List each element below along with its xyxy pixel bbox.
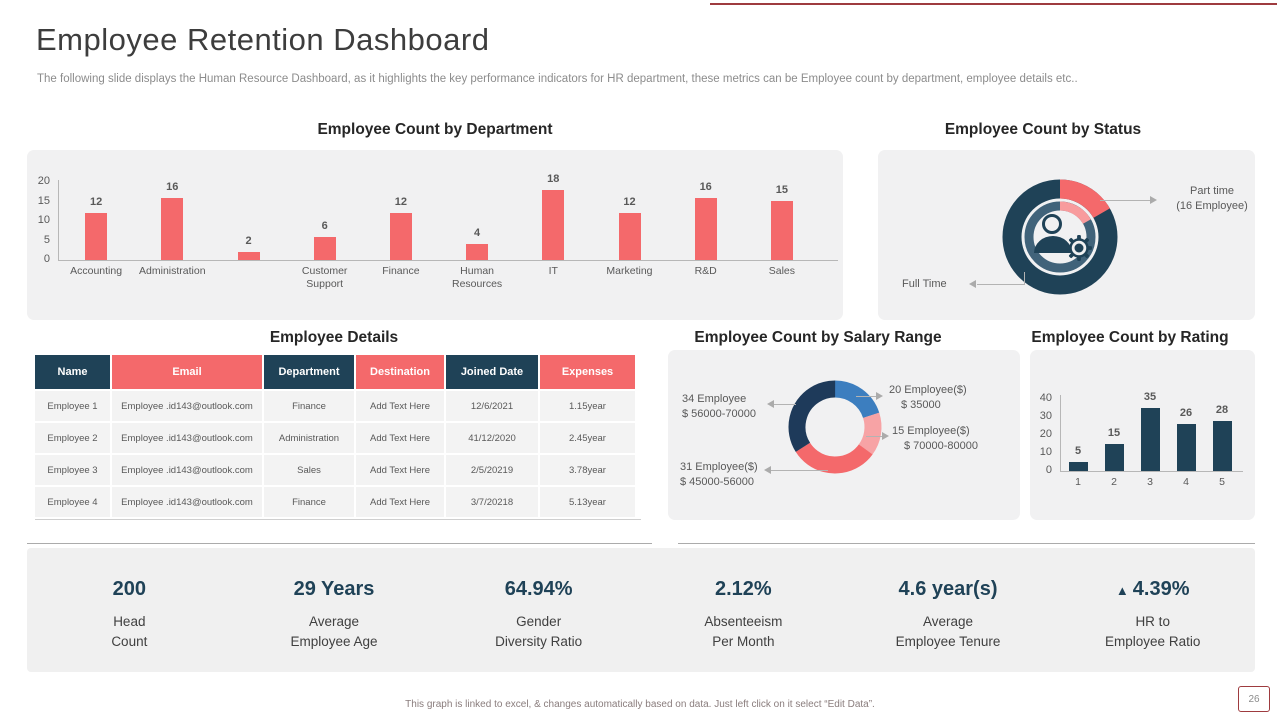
table-cell: Employee 4 [35, 487, 110, 517]
table-header-cell: Name [35, 355, 110, 389]
table-cell: Employee .id143@outlook.com [112, 391, 262, 421]
table-header-row [35, 355, 641, 389]
kpi-label-line1: Head [113, 614, 146, 629]
bar [85, 213, 107, 260]
table-cell: 2/5/20219 [446, 455, 538, 485]
y-axis-tick-label: 10 [37, 214, 50, 226]
salary-34-callout-line [774, 404, 796, 405]
bar-value-label: 18 [547, 173, 560, 185]
bar [1141, 408, 1160, 471]
salary-15-arrow-icon [882, 432, 889, 440]
y-axis-tick-label: 10 [1039, 446, 1052, 458]
kpi-label-line1: Average [923, 614, 974, 629]
bar-value-label: 16 [699, 181, 712, 193]
status-chart-panel [878, 150, 1255, 320]
page-title: Employee Retention Dashboard [36, 22, 490, 57]
salary-31-callout-line [771, 470, 828, 471]
kpi-cell [436, 548, 641, 672]
kpi-cell [27, 548, 232, 672]
top-accent-line [710, 3, 1277, 5]
bar-category-label: 4 [1183, 476, 1189, 488]
y-axis-tick-label: 0 [43, 253, 50, 265]
bar [1069, 462, 1088, 471]
page-number: 26 [1248, 693, 1260, 705]
table-header-cell: Destination [356, 355, 444, 389]
kpi-label-line2: Employee Age [290, 633, 378, 649]
table-cell: 2.45year [540, 423, 635, 453]
bar-category-label: Sales [768, 265, 796, 277]
salary-34-arrow-icon [767, 400, 774, 408]
table-bottom-rule [35, 519, 641, 520]
x-axis-line [58, 260, 838, 261]
part-time-callout-line [1100, 200, 1150, 201]
department-chart-title: Employee Count by Department [317, 121, 553, 138]
salary-20-callout-line [856, 396, 876, 397]
kpi-label [436, 612, 641, 651]
kpi-cell [846, 548, 1051, 672]
bar [238, 252, 260, 260]
kpi-label [641, 612, 846, 651]
bar-category-label: Administration [139, 265, 206, 277]
kpi-value: 4.6 year(s) [898, 578, 998, 600]
table-cell: 41/12/2020 [446, 423, 538, 453]
bar-category-label: 5 [1219, 476, 1225, 488]
bar-value-label: 26 [1179, 407, 1193, 419]
kpi-cell [641, 548, 846, 672]
section-divider-left [27, 543, 652, 544]
y-axis-tick-label: 40 [1039, 392, 1052, 404]
table-cell: Employee 3 [35, 455, 110, 485]
salary-20-arrow-icon [876, 392, 883, 400]
bar-value-label: 12 [394, 196, 408, 208]
kpi-label-line2: Employee Ratio [1105, 633, 1201, 649]
salary-31-arrow-icon [764, 466, 771, 474]
bar-category-label: 3 [1147, 476, 1153, 488]
bar-value-label: 35 [1143, 391, 1157, 403]
table-header-cell: Expenses [540, 355, 635, 389]
kpi-value: 2.12% [714, 578, 772, 600]
salary-donut-chart [785, 377, 885, 477]
bar [771, 201, 793, 260]
kpi-label [846, 612, 1051, 651]
bar-category-label: Marketing [606, 265, 653, 277]
bar-category-label: Human Resources [451, 265, 503, 291]
kpi-label-line2: Per Month [712, 633, 775, 649]
page-subtitle: The following slide displays the Human Resource Dashboard, as it highlights the key performance indicators for HR department, these metrics can be Employee count by department, employee details etc.. [37, 73, 1078, 85]
bar-value-label: 12 [89, 196, 103, 208]
bar [390, 213, 412, 260]
bar [1105, 444, 1124, 471]
bar-category-label: Accounting [70, 265, 123, 277]
full-time-callout-line [977, 284, 1025, 285]
bar [1213, 421, 1232, 471]
table-cell: Add Text Here [356, 455, 444, 485]
table-cell: Add Text Here [356, 423, 444, 453]
bar-category-label: 2 [1111, 476, 1117, 488]
rating-chart-title: Employee Count by Rating [1031, 329, 1229, 346]
table-cell: Add Text Here [356, 391, 444, 421]
y-axis-tick-label: 15 [37, 194, 50, 207]
table-header-cell: Email [112, 355, 262, 389]
up-triangle-icon: ▲ [1115, 583, 1129, 598]
salary-15-callout-line [866, 436, 882, 437]
bar-value-label: 15 [1107, 427, 1121, 439]
bar-value-label: 6 [321, 220, 328, 232]
table-row [35, 487, 641, 517]
kpi-label-line1: Average [308, 614, 360, 629]
section-divider-right [678, 543, 1255, 544]
kpi-label-line1: Absenteeism [704, 614, 783, 629]
bar-value-label: 4 [474, 227, 481, 239]
kpi-value: 200 [112, 578, 147, 600]
bar-category-label: R&D [694, 265, 717, 277]
bar [314, 237, 336, 260]
salary-31-label: 31 Employee($) $ 45000-56000 [680, 461, 758, 488]
table-cell: Employee .id143@outlook.com [112, 455, 262, 485]
employee-details-table [35, 355, 641, 519]
table-body [35, 391, 641, 517]
table-cell: 5.13year [540, 487, 635, 517]
department-chart-panel [27, 150, 843, 320]
y-axis-tick-label: 5 [43, 233, 50, 246]
kpi-label-line2: Diversity Ratio [495, 633, 583, 649]
kpi-label [1050, 612, 1255, 651]
bar-category-label: 1 [1075, 476, 1081, 488]
kpi-label-line2: Count [111, 633, 148, 649]
table-header-cell: Department [264, 355, 354, 389]
table-cell: Sales [264, 455, 354, 485]
bar [1177, 424, 1196, 471]
kpi-label-line1: Gender [516, 614, 562, 629]
gear-icon [1066, 235, 1092, 261]
kpi-value: ▲ 4.39% [1115, 578, 1190, 600]
bar-category-label: IT [548, 265, 558, 277]
part-time-label: Part time (16 Employee) [1176, 185, 1248, 212]
table-cell: Administration [264, 423, 354, 453]
table-row [35, 455, 641, 485]
y-axis-tick-label: 30 [1039, 410, 1052, 422]
salary-chart-title: Employee Count by Salary Range [694, 329, 942, 346]
kpi-label [232, 612, 437, 651]
salary-chart-panel [668, 350, 1020, 520]
kpi-value: 29 Years [293, 578, 375, 600]
page-number-badge [1238, 686, 1270, 712]
full-time-label: Full Time [902, 278, 947, 290]
table-cell: Employee 2 [35, 423, 110, 453]
table-cell: Add Text Here [356, 487, 444, 517]
table-cell: Employee 1 [35, 391, 110, 421]
bar-category-label: Customer Support [301, 265, 348, 291]
y-axis-tick-label: 0 [1045, 464, 1052, 476]
kpi-cell [1050, 548, 1255, 672]
gear-hub [1075, 244, 1084, 253]
y-axis-line [1060, 395, 1061, 471]
kpi-label-line1: HR to [1135, 614, 1170, 629]
bar-value-label: 15 [775, 184, 789, 196]
table-header-cell: Joined Date [446, 355, 538, 389]
salary-15-label: 15 Employee($) $ 70000-80000 [892, 425, 979, 452]
status-donut-rings [1012, 189, 1108, 285]
bar [161, 198, 183, 260]
bar-value-label: 2 [245, 235, 252, 247]
bar-value-label: 12 [623, 196, 636, 208]
y-axis-tick-label: 20 [1039, 428, 1052, 440]
bar-value-label: 28 [1215, 404, 1229, 416]
table-cell: 3/7/20218 [446, 487, 538, 517]
full-time-callout-elbow [1024, 272, 1025, 285]
table-cell: Employee .id143@outlook.com [112, 423, 262, 453]
table-cell: 12/6/2021 [446, 391, 538, 421]
part-time-arrow-icon [1150, 196, 1157, 204]
table-cell: 3.78year [540, 455, 635, 485]
bar [542, 190, 564, 260]
x-axis-line [1060, 471, 1243, 472]
table-row [35, 391, 641, 421]
kpi-cell [232, 548, 437, 672]
full-time-arrow-icon [969, 280, 976, 288]
table-cell: Finance [264, 487, 354, 517]
bar-category-label: Finance [382, 265, 420, 277]
bar [695, 198, 717, 260]
kpi-label-line2: Employee Tenure [895, 633, 1001, 649]
bar [466, 244, 488, 260]
table-cell: Finance [264, 391, 354, 421]
details-table-title: Employee Details [269, 329, 399, 346]
salary-34-label: 34 Employee $ 56000-70000 [682, 393, 757, 420]
kpi-label [27, 612, 232, 651]
kpi-strip [27, 548, 1255, 672]
y-axis-tick-label: 20 [37, 175, 50, 187]
y-axis-line [58, 180, 59, 260]
table-row [35, 423, 641, 453]
salary-20-label: 20 Employee($) $ 35000 [889, 384, 967, 411]
table-cell: Employee .id143@outlook.com [112, 487, 262, 517]
status-donut-chart [990, 167, 1130, 307]
bar [619, 213, 641, 260]
table-cell: 1.15year [540, 391, 635, 421]
bar-value-label: 16 [166, 181, 179, 193]
footer-note: This graph is linked to excel, & changes automatically based on data. Just left click on it select “Edit Data”. [405, 699, 875, 710]
status-chart-title: Employee Count by Status [944, 121, 1142, 138]
bar-value-label: 5 [1074, 445, 1082, 457]
rating-chart-panel [1030, 350, 1255, 520]
kpi-value: 64.94% [504, 578, 573, 600]
